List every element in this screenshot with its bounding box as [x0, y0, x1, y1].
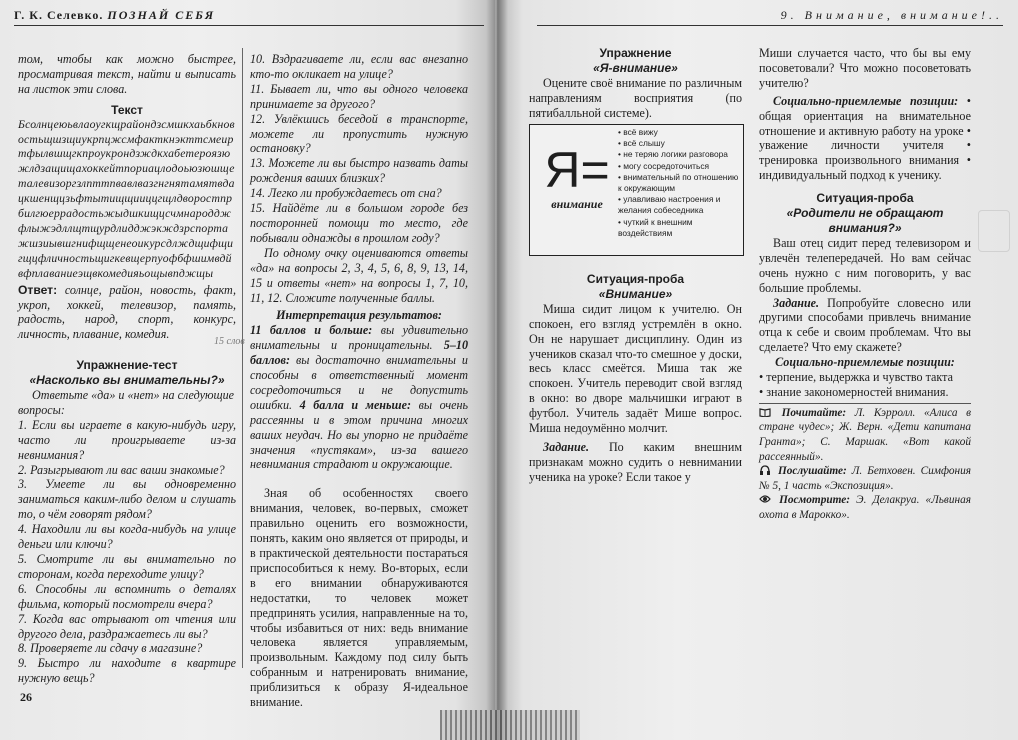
test-heading: Упражнение-тест: [76, 358, 178, 373]
answer-label: Ответ:: [18, 282, 58, 297]
list-item: 7. Когда вас отрывают от чтения или другого дела, раздражаетесь ли вы?: [18, 611, 236, 641]
result-3-label: 4 балла и меньше:: [299, 397, 412, 412]
letter-block: Бсолнцеюьвлаоугкщрайондзсмшкхаьбкновостьщшзщиукрпцжсмфакткнэкттсмеиртфылвшщгкпроукрондзждкхабетероязюжлдзащищахоккейтпориацлодоьюзюшщеталевизоргзлпттпвавлвазгнгнятамятвдацкшенщцзьфтытищщииццгщлдворостпрбилгюеррадостьжыдшкищцсчмнародджфлыжэдллщтщурдлидджэкждзрспортажшзиывшгнифщщенеоикурсдлждщифщигщцфличностьщигкевщерпуофбфшимвдйвфплаваниеэщвкомедияьощывпджщы: [18, 117, 235, 280]
list-item: 12. Увлёкшись беседой в транспорте, можете ли пропустить нужную остановку?: [250, 111, 468, 156]
right-page: [497, 0, 1018, 740]
column-divider: [242, 48, 243, 668]
box-label: [536, 143, 618, 212]
positions-item: индивидуальный подход к ученику.: [759, 168, 942, 183]
running-header-left: [14, 8, 484, 26]
situation-text: Миша сидит лицом к учителю. Он спокоен, его взгляд устремлён в окно. Он не нарушает дисциплину. Один из учеников сказал что-то смешное у доски, весь класс смеётся. Миша так же спокоен. Учитель переводит свой взгляд в окно: во дворе мальчишки играют в футбол. Учитель задаёт Мише вопрос. Миша недоумённо молчит.: [529, 301, 742, 436]
watch-label: Посмотрите:: [779, 494, 851, 507]
exercise-subheading: «Я-внимание»: [593, 60, 678, 75]
text-heading: Текст: [111, 102, 143, 117]
listen-paragraph: [759, 464, 971, 493]
left-column-1: [18, 52, 236, 686]
question-list-2: [250, 52, 468, 246]
pencil-note: 15 слов: [214, 336, 245, 347]
eye-icon: [759, 494, 771, 504]
answer-text: солнце, район, новость, факт, укроп, хоккей, телевизор, память, радость, народ, спорт, конкурс, личность, плавание, комедия.: [18, 282, 237, 342]
task-paragraph: [529, 440, 742, 485]
task2-label: Задание.: [773, 295, 820, 310]
left-column-2: [250, 52, 468, 710]
right-column-1-lower: [529, 272, 742, 485]
book-icon: [759, 407, 771, 417]
positions-item: уважение личности учителя: [759, 138, 944, 153]
header-author: Г. К. Селевко.: [14, 8, 104, 22]
list-item: 5. Смотрите ли вы внимательно по сторонам, когда переходите улицу?: [18, 552, 236, 581]
box-criteria-item: • чуткий к внешним воздействиям: [618, 217, 740, 239]
listen-label: Послушайте:: [777, 465, 847, 478]
left-page: [0, 0, 495, 740]
box-criteria-item: • всё вижу: [618, 127, 740, 138]
box-criteria-item: • внимательный по отношению к окружающим: [618, 172, 740, 194]
list-item: 2. Разыгрывают ли вас ваши знакомые?: [18, 462, 225, 477]
box-big-text: Я=: [544, 142, 610, 198]
bullet: •: [966, 93, 971, 108]
list-item: 11. Бывает ли, что вы одного человека принимаете за другого?: [250, 81, 468, 111]
right-column-1: [529, 46, 742, 121]
read-label: Почитайте:: [781, 406, 847, 419]
resources-block: [759, 403, 971, 523]
list-item: 3. Умеете ли вы одновременно заниматься каким-либо делом и слушать то, о чём говорят рядом?: [18, 477, 236, 522]
header-book-title: ПОЗНАЙ СЕБЯ: [107, 8, 216, 22]
book-spine-shadow: [486, 0, 508, 740]
page-number: 26: [20, 690, 32, 704]
bullet: •: [959, 153, 971, 168]
result-3-text: вы очень рассеянны и в этом причина многих ваших неудач. Но вы упорно не придаёте значения «пустякам», из-за вашего невнимания страдают и окружающие.: [250, 397, 468, 472]
box-criteria-item: • улавливаю настроения и желания собеседника: [618, 194, 740, 216]
watch-text: Э. Делакруа. «Львиная охота в Марокко».: [759, 494, 971, 521]
exercise-heading: Упражнение: [599, 46, 672, 60]
read-text: Л. Кэрролл. «Алиса в стране чудес»; Ж. Верн. «Дети капитана Гранта»; С. Маршак. «Вот какой рассеянный».: [759, 406, 972, 463]
box-criteria-item: • не теряю логики разговора: [618, 149, 740, 160]
list-item: 10. Вздрагиваете ли, если вас внезапно кто-то окликает на улице?: [250, 52, 468, 81]
interpretation-results: [250, 323, 468, 472]
list-item: 6. Способны ли вспомнить о деталях фильма, который посмотрели вчера?: [18, 581, 236, 611]
box-criteria-item: • могу сосредоточиться: [618, 161, 740, 172]
intro-text: том, чтобы как можно быстрее, просматривая текст, найти и выписать на листок эти слова.: [18, 52, 236, 96]
task2-text: Попробуйте словесно или другими способами привлечь внимание отца к себе и своим проблемам. Что вы сделаете? Что ему скажете?: [759, 295, 971, 355]
result-1-text: вы удивительно внимательны и проницательны.: [250, 323, 468, 353]
positions-paragraph: [759, 94, 971, 183]
bullet: •: [963, 123, 971, 138]
positions2-item: • терпение, выдержка и чувство такта: [759, 370, 953, 385]
essay-text: Зная об особенностях своего внимания, человек, во-первых, сможет правильно оценить его возможности, понять, каким оно является от природы, и в практической деятельности постараться приспособиться к нему. Во-вторых, если в его внимании обнаруживаются недостатки, то человек может предпринять усилия, направленные на то, чтобы избавиться от них: ведь внимание человека является управляемым, произвольным. Каждому под силу быть собранным и натренировать внимание, приблизиться к образу Я-идеальное внимание.: [250, 486, 468, 710]
result-2-label: 5–10 баллов:: [250, 338, 468, 368]
list-item: 15. Найдёте ли в большом городе без посторонней помощи то место, где побывали однажды в прошлом году?: [250, 201, 468, 245]
positions-item: тренировка произвольного внимания: [759, 153, 960, 168]
list-item: 9. Быстро ли находите в квартире нужную вещь?: [18, 656, 236, 686]
listen-text: Л. Бетховен. Симфония № 5, 1 часть «Экспозиция».: [759, 465, 971, 492]
result-2-text: вы достаточно внимательны и способны в ответственный момент сосредоточиться и не допустить ошибки.: [250, 353, 468, 412]
task-text: По каким внешним признакам можно судить о невнимании ученика на уроке? Если такое у: [529, 439, 742, 484]
test-intro: Ответьте «да» и «нет» на следующие вопросы:: [18, 388, 235, 417]
situation-heading: Ситуация-проба: [586, 272, 685, 286]
scoring-text: По одному очку оцениваются ответы «да» на вопросы 2, 3, 4, 5, 6, 8, 9, 13, 14, 15 и ответы «нет» на вопросы 1, 7, 10, 11, 12. Сложите полученные баллы.: [250, 245, 468, 305]
situation2-text: Ваш отец сидит перед телевизором и увлечён телепередачей. Но вам сейчас очень нужно с ним поговорить, у вас большие проблемы.: [759, 235, 971, 295]
running-header-right: 9. Внимание, внимание!..: [537, 8, 1003, 26]
answer-paragraph: [18, 283, 236, 343]
task-label: Задание.: [543, 439, 590, 454]
spiral-binding: [440, 710, 580, 740]
list-item: 14. Легко ли пробуждаетесь от сна?: [250, 186, 442, 201]
situation2-subheading: «Родители не обращают внимания?»: [786, 206, 944, 235]
exercise-intro: Оцените своё внимание по различным направлениям восприятия (по пятибалльной системе).: [529, 75, 742, 120]
bleed-through-mark: [978, 210, 1010, 252]
headphones-icon: [759, 465, 771, 475]
box-criteria-item: • всё слышу: [618, 138, 740, 149]
positions2-list: [759, 370, 971, 400]
right-column-2: [759, 46, 971, 523]
list-item: 13. Можете ли вы быстро назвать даты рождения ваших близких?: [250, 156, 468, 186]
question-list-1: [18, 418, 236, 686]
interpretation-heading: Интерпретация результатов:: [276, 308, 442, 323]
list-item: 1. Если вы играете в какую-нибудь игру, часто ли проигрываете из-за невнимания?: [18, 417, 236, 462]
test-subheading: «Насколько вы внимательны?»: [29, 373, 225, 388]
situation2-heading: Ситуация-проба: [816, 191, 914, 206]
positions2-label: Социально-приемлемые позиции:: [775, 355, 955, 370]
watch-paragraph: [759, 493, 971, 522]
read-paragraph: [759, 406, 971, 464]
result-1-label: 11 баллов и больше:: [250, 323, 373, 338]
positions2-item: • знание закономерностей внимания.: [759, 384, 949, 399]
situation-subheading: «Внимание»: [598, 286, 673, 301]
bullet: •: [943, 138, 971, 153]
continuation-text: Миши случается часто, что бы вы ему посоветовали? Что можно посоветовать учителю?: [759, 46, 971, 90]
self-attention-box: [529, 124, 744, 256]
list-item: 4. Находили ли вы когда-нибудь на улице деньги или ключи?: [18, 522, 236, 552]
box-criteria-list: [618, 127, 740, 239]
box-word: внимание: [551, 197, 603, 211]
list-item: 8. Проверяете ли сдачу в магазине?: [18, 641, 203, 656]
positions-label: Социально-приемлемые позиции:: [773, 93, 959, 108]
positions-item: общая ориентация на внимательное отношение и активную работу на уроке: [759, 108, 971, 138]
task2-paragraph: [759, 296, 971, 356]
